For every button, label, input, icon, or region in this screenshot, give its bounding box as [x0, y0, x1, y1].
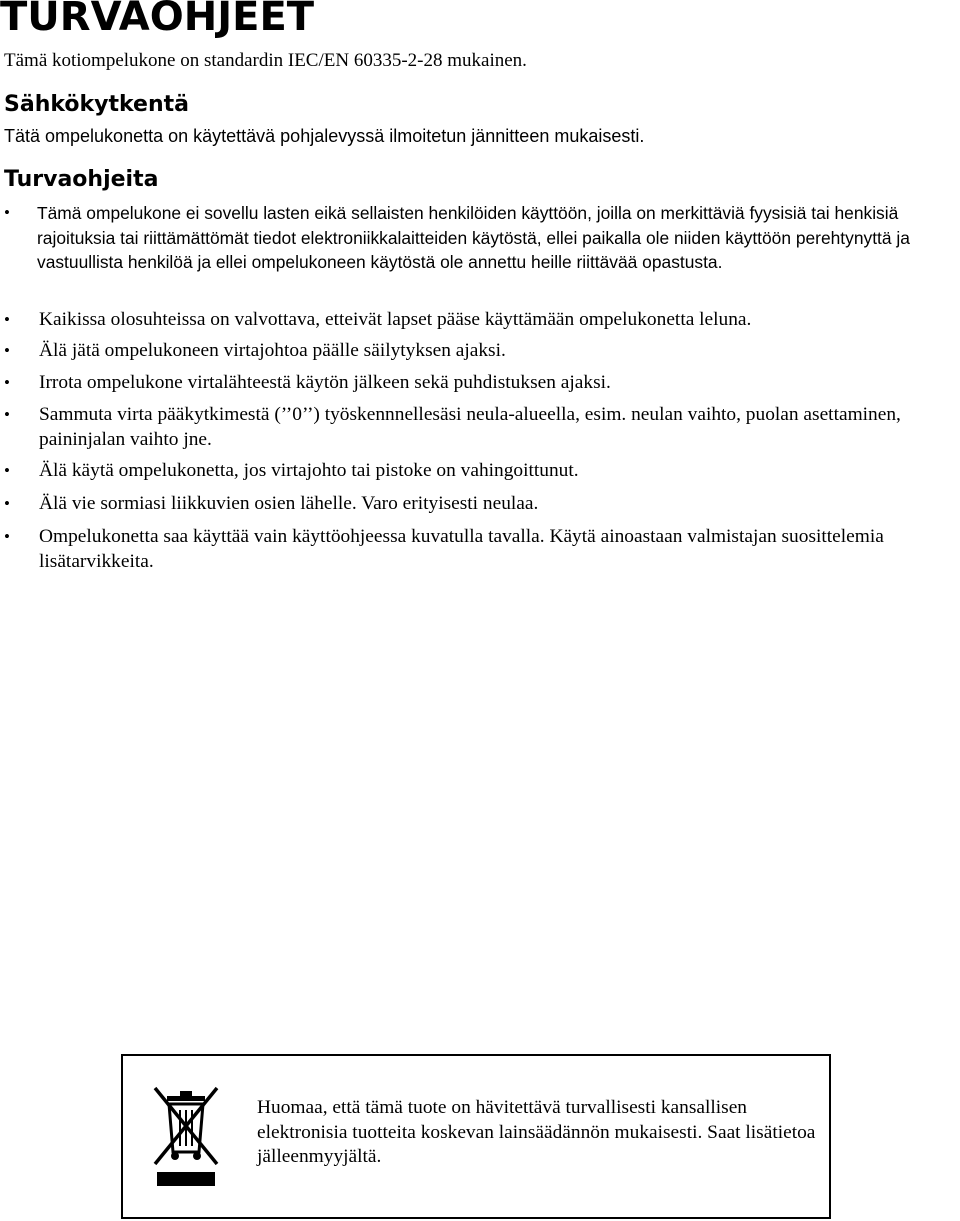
disposal-notice-text: Huomaa, että tämä tuote on hävitettävä turvallisesti kansallisen elektronisia tuotteita koskevan lainsäädännön mukaisesti. Saat lisätietoa jälleenmyyjältä. — [257, 1097, 816, 1167]
safety-item-4: Irrota ompelukone virtalähteestä käytön jälkeen sekä puhdistuksen ajaksi. — [39, 372, 611, 393]
safety-item-1: Tämä ompelukone ei sovellu lasten eikä sellaisten henkilöiden käyttöön, joilla on merkittäviä fyysisiä tai henkisiä rajoituksia tai riittämättömät tiedot elektroniikkalaitteiden käytöstä, ellei paikalla ole niiden käyttöön perehtynyttä ja vastuullista henkilöä ja ellei ompelukoneen käytöstä ole annettu heille riittävää opastusta. — [37, 203, 910, 272]
safety-item-7: Älä vie sormiasi liikkuvien osien lähelle. Varo erityisesti neulaa. — [39, 493, 539, 514]
disposal-notice — [121, 1054, 831, 1219]
safety-item-8: Ompelukonetta saa käyttää vain käyttöohjeessa kuvatulla tavalla. Käytä ainoastaan valmistajan suosittelemia lisätarvikkeita. — [39, 526, 884, 572]
safety-item-2: Kaikissa olosuhteissa on valvottava, etteivät lapset pääse käyttämään ompelukonetta leluna. — [39, 309, 752, 330]
page-title: TURVAOHJEET — [0, 0, 315, 40]
bullet-marker: • — [4, 203, 10, 222]
bullet-marker: • — [4, 373, 10, 392]
section-heading-electrical: Sähkökytkentä — [4, 92, 189, 117]
bullet-marker: • — [4, 494, 10, 513]
safety-item-3: Älä jätä ompelukoneen virtajohtoa päälle säilytyksen ajaksi. — [39, 340, 506, 361]
bullet-marker: • — [4, 310, 10, 329]
intro-text: Tämä kotiompelukone on standardin IEC/EN 60335-2-28 mukainen. — [4, 50, 527, 71]
bullet-marker: • — [4, 405, 10, 424]
safety-item-6: Älä käytä ompelukonetta, jos virtajohto tai pistoke on vahingoittunut. — [39, 460, 579, 481]
bullet-marker: • — [4, 461, 10, 480]
bullet-marker: • — [4, 341, 10, 360]
electrical-text: Tätä ompelukonetta on käytettävä pohjalevyssä ilmoitetun jännitteen mukaisesti. — [4, 126, 645, 146]
safety-item-5: Sammuta virta pääkytkimestä (’’0’’) työskennnellesäsi neula-alueella, esim. neulan vaihto, puolan asettaminen, paininjalan vaihto jne. — [39, 404, 901, 450]
section-heading-safety: Turvaohjeita — [4, 167, 159, 192]
crossed-out-wheelie-bin-icon — [151, 1086, 221, 1188]
bullet-marker: • — [4, 527, 10, 546]
